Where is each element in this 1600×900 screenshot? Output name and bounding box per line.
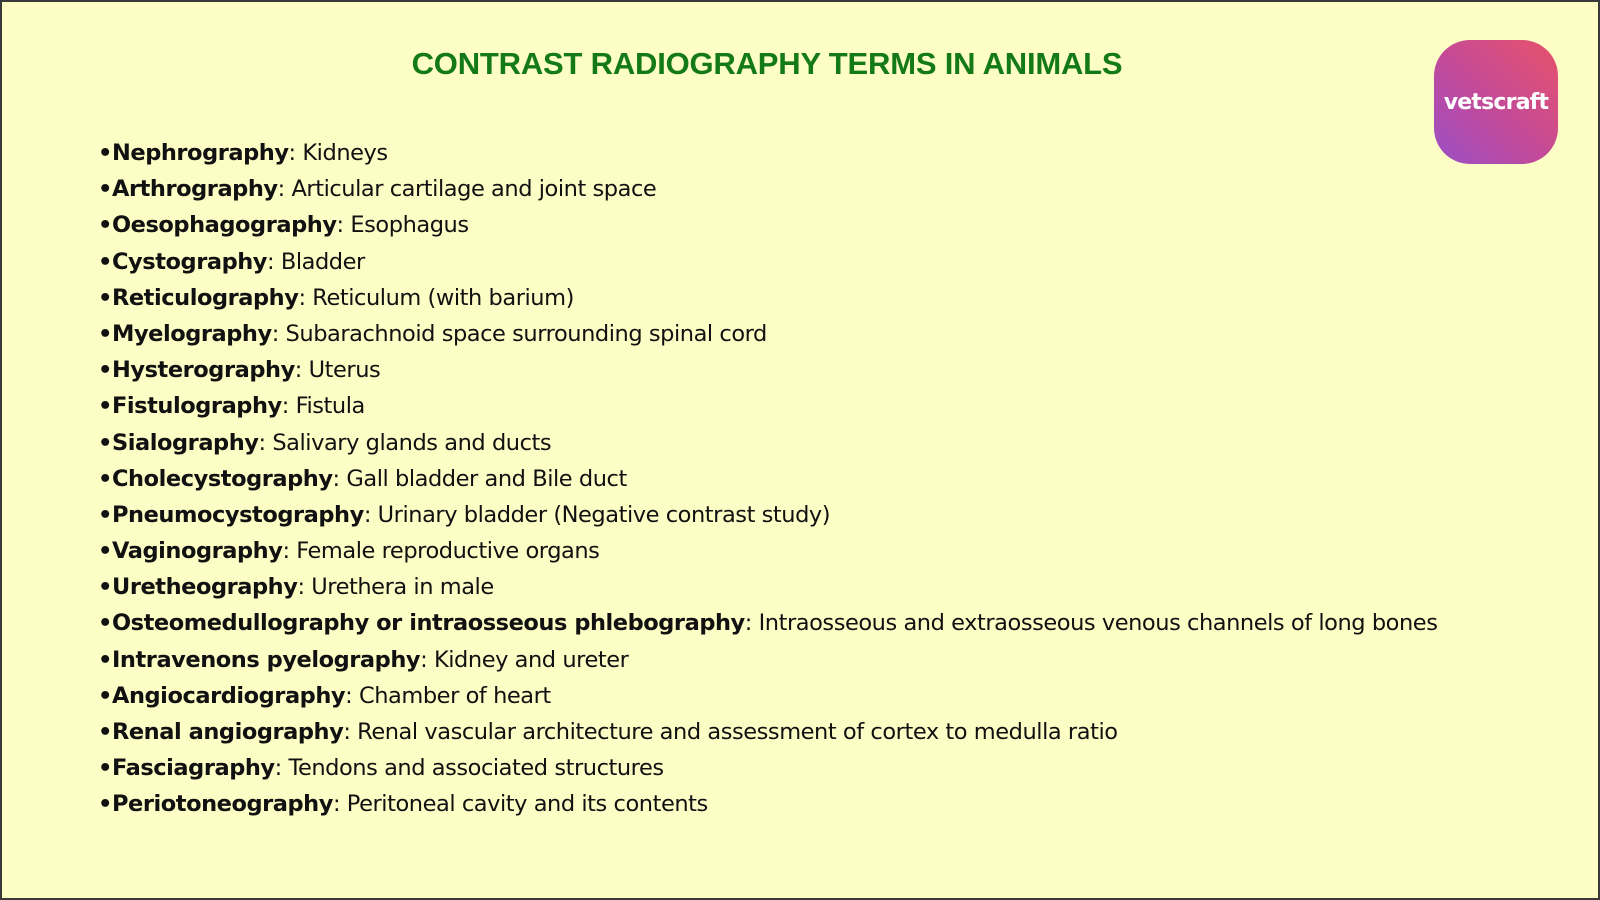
page-title: CONTRAST RADIOGRAPHY TERMS IN ANIMALS: [411, 46, 1123, 81]
term-definition: : Peritoneal cavity and its contents: [332, 791, 708, 818]
term-name: Fistulography: [112, 393, 282, 420]
list-item: [98, 352, 1437, 388]
bullet-icon: •: [98, 393, 112, 420]
bullet-icon: •: [98, 429, 112, 456]
bullet-icon: •: [98, 320, 112, 347]
list-item: [98, 425, 1437, 461]
term-definition: : Urethera in male: [297, 574, 494, 601]
bullet-icon: •: [98, 357, 112, 384]
list-item: [98, 497, 1437, 533]
bullet-icon: •: [98, 212, 112, 239]
bullet-icon: •: [98, 284, 112, 311]
list-item: [98, 207, 1437, 243]
bullet-icon: •: [98, 682, 112, 709]
term-definition: : Subarachnoid space surrounding spinal cord: [271, 320, 767, 347]
term-definition: : Renal vascular architecture and assessment of cortex to medulla ratio: [343, 719, 1118, 745]
term-name: Arthrography: [112, 176, 278, 203]
list-item: [98, 316, 1437, 352]
list-item: [98, 461, 1437, 497]
list-item: [98, 135, 1437, 171]
list-item: [98, 388, 1437, 424]
term-list: [98, 135, 1437, 823]
term-name: Sialography: [112, 429, 259, 456]
bullet-icon: •: [98, 538, 112, 565]
term-name: Intravenons pyelography: [112, 646, 421, 673]
list-item: [98, 280, 1437, 316]
list-item: [98, 642, 1437, 678]
term-name: Oesophagography: [112, 212, 337, 239]
bullet-icon: •: [98, 755, 112, 782]
term-definition: : Kidney and ureter: [420, 646, 629, 673]
vetscraft-logo: [1434, 40, 1558, 164]
bullet-icon: •: [98, 610, 112, 637]
list-item: [98, 569, 1437, 605]
term-definition: : Reticulum (with barium): [298, 284, 574, 311]
term-definition: : Esophagus: [336, 212, 469, 239]
term-name: Pneumocystography: [112, 501, 364, 528]
term-definition: : Chamber of heart: [345, 682, 551, 709]
term-name: Fasciagraphy: [112, 755, 275, 782]
term-name: Vaginography: [112, 538, 283, 565]
logo-text: vetscraft: [1443, 89, 1549, 115]
list-item: [98, 750, 1437, 786]
term-name: Angiocardiography: [112, 682, 346, 709]
bullet-icon: •: [98, 719, 112, 745]
term-definition: : Tendons and associated structures: [274, 755, 664, 782]
term-name: Uretheography: [112, 574, 298, 601]
term-definition: : Salivary glands and ducts: [258, 429, 552, 456]
list-item: [98, 171, 1437, 207]
term-name: Nephrography: [112, 140, 289, 166]
term-name: Hysterography: [112, 357, 295, 384]
term-definition: : Uterus: [294, 357, 381, 384]
bullet-icon: •: [98, 176, 112, 203]
term-name: Cholecystography: [112, 465, 333, 492]
term-definition: : Bladder: [267, 248, 365, 275]
bullet-icon: •: [98, 248, 112, 275]
list-item: [98, 714, 1437, 750]
term-name: Periotoneography: [112, 791, 333, 818]
term-name: Myelography: [112, 320, 272, 347]
bullet-icon: •: [98, 501, 112, 528]
term-definition: : Kidneys: [288, 140, 388, 166]
list-item: [98, 786, 1437, 822]
list-item: [98, 244, 1437, 280]
term-definition: : Fistula: [281, 393, 365, 420]
term-definition: : Intraosseous and extraosseous venous channels of long bones: [744, 610, 1438, 637]
term-name: Reticulography: [112, 284, 299, 311]
bullet-icon: •: [98, 574, 112, 601]
bullet-icon: •: [98, 465, 112, 492]
list-item: [98, 678, 1437, 714]
term-name: Renal angiography: [112, 719, 344, 745]
term-definition: : Articular cartilage and joint space: [277, 176, 657, 203]
bullet-icon: •: [98, 791, 112, 818]
term-definition: : Gall bladder and Bile duct: [332, 465, 627, 492]
list-item: [98, 533, 1437, 569]
term-definition: : Female reproductive organs: [282, 538, 600, 565]
list-item: [98, 605, 1437, 641]
term-name: Osteomedullography or intraosseous phlebography: [112, 610, 745, 637]
bullet-icon: •: [98, 140, 112, 166]
bullet-icon: •: [98, 646, 112, 673]
term-name: Cystography: [112, 248, 268, 275]
term-definition: : Urinary bladder (Negative contrast study): [363, 501, 831, 528]
